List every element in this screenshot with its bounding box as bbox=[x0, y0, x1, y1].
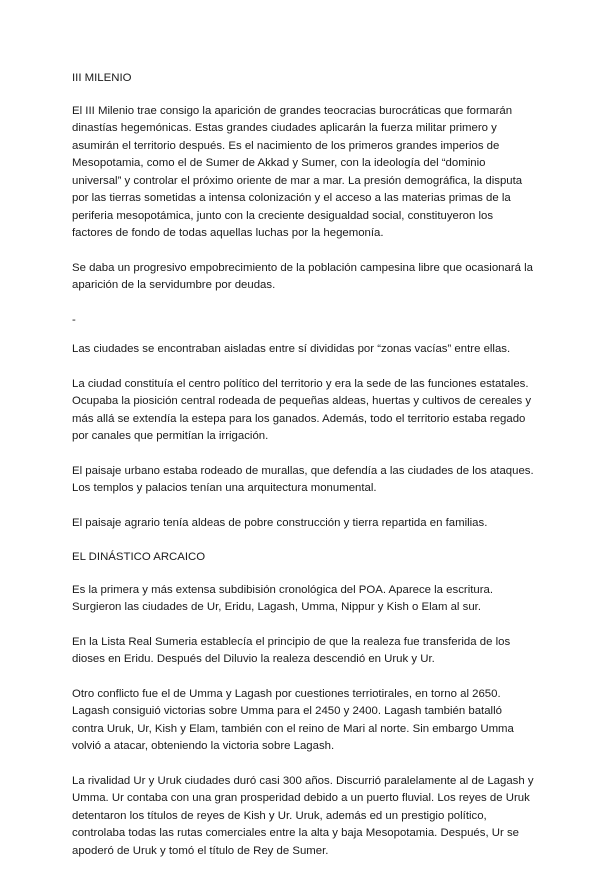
paragraph: La ciudad constituía el centro político del territorio y era la sede de las funciones estatales. Ocupaba la piosición central rodeada de pequeñas aldeas, huertas y cultivos de cereales y más allá se extendía la estepa para los ganados. Además, todo el territorio estaba regado por canales que permitían la irrigación. bbox=[72, 377, 532, 442]
paragraph: El paisaje agrario tenía aldeas de pobre construcción y tierra repartida en familias. bbox=[72, 516, 488, 529]
paragraph: La rivalidad Ur y Uruk ciudades duró casi 300 años. Discurrió paralelamente al de Lagash y Umma. Ur contaba con una gran prosperidad debido a un puerto fluvial. Los reyes de Uruk detentaron los títulos de reyes de Kish y Ur. Uruk, además ed un prestigio político, controlaba todas las rutas comerciales entre la alta y baja Mesopotamia. Después, Ur se apoderó de Uruk y tomó el título de Rey de Sumer. bbox=[72, 774, 534, 857]
paragraph: El paisaje urbano estaba rodeado de murallas, que defendía a las ciudades de los ataques. Los templos y palacios tenían una arquitectura monumental. bbox=[72, 464, 534, 494]
paragraph: El III Milenio trae consigo la aparición de grandes teocracias burocráticas que formarán dinastías hegemónicas. Estas grandes ciudades aplicarán la fuerza militar primero y asumirán el territorio después. Es el nacimiento de los primeros grandes imperios de Mesopotamia, como el de Sumer de Akkad y Sumer, con la ideología del “dominio universal” y controlar el próximo oriente de mar a mar. La presión demográfica, la disputa por las tierras sometidas a intensa colonización y el acceso a las materias primas de la periferia mesopotámica, junto con la creciente desigualdad social, constituyeron los factores de fondo de todas aquellas luchas por la hegemonía. bbox=[72, 104, 523, 239]
paragraph: Las ciudades se encontraban aisladas entre sí divididas por “zonas vacías” entre ellas. bbox=[72, 343, 511, 355]
paragraph: En la Lista Real Sumeria establecía el principio de que la realeza fue transferida de los dioses en Eridu. Después del Diluvio la realeza descendió en Uruk y Ur. bbox=[72, 635, 511, 665]
section-heading-dinastico-arcaico: EL DINÁSTICO ARCAICO bbox=[72, 551, 206, 563]
paragraph: Otro conflicto fue el de Umma y Lagash por cuestiones terriotirales, en torno al 2650. Lagash consiguió victorias sobre Umma para el 2450 y 2400. Lagash también batalló contra Uruk, Ur, Kish y Elam, también con el reino de Mari al norte. Sin embargo Umma volvió a atacar, obteniendo la victoria sobre Lagash. bbox=[72, 687, 514, 752]
separator-dash: - bbox=[72, 313, 76, 326]
document-body bbox=[72, 70, 534, 877]
section-heading-iii-milenio: III MILENIO bbox=[72, 72, 132, 84]
paragraph: Es la primera y más extensa subdibisión cronológica del POA. Aparece la escritura. Surgieron las ciudades de Ur, Eridu, Lagash, Umma, Nippur y Kish o Elam al sur. bbox=[72, 583, 494, 613]
paragraph: Se daba un progresivo empobrecimiento de la población campesina libre que ocasionará la aparición de la servidumbre por deudas. bbox=[72, 261, 533, 291]
